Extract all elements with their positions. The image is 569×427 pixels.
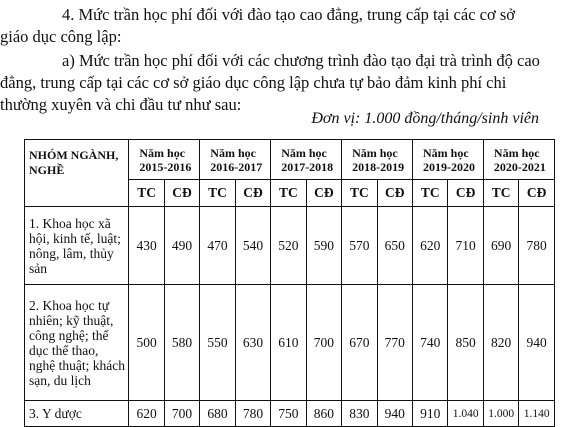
- table-cell: 670: [342, 285, 377, 401]
- table-cell: 1.040: [448, 401, 483, 427]
- table-cell: 850: [448, 285, 483, 401]
- table-cell: 820: [483, 285, 518, 401]
- tc-header: TC: [129, 180, 164, 207]
- table-cell: 490: [164, 207, 199, 285]
- tc-header: TC: [271, 180, 306, 207]
- cd-header: CĐ: [377, 180, 412, 207]
- paragraph-line: giáo dục công lập:: [0, 27, 122, 46]
- cd-header: CĐ: [306, 180, 341, 207]
- row-label: 1. Khoa học xã hội, kinh tế, luật; nông, lâm, thủy sản: [25, 207, 129, 285]
- cd-header: CĐ: [235, 180, 270, 207]
- row-label: 3. Y dược: [25, 401, 129, 427]
- table-cell: 770: [377, 285, 412, 401]
- table-cell: 550: [200, 285, 235, 401]
- table-cell: 740: [413, 285, 448, 401]
- table-cell: 940: [377, 401, 412, 427]
- table-cell: 630: [235, 285, 270, 401]
- year-header: Năm học 2020-2021: [483, 140, 554, 180]
- table-cell: 590: [306, 207, 341, 285]
- paragraph-item-a: [0, 50, 560, 116]
- table-cell: 620: [129, 401, 164, 427]
- group-header: NHÓM NGÀNH, NGHỀ: [25, 140, 129, 207]
- paragraph-line: a) Mức trần học phí đối với các chương trình đào tạo đại trà trình độ cao: [62, 51, 540, 70]
- year-header: Năm học 2017-2018: [271, 140, 342, 180]
- year-header: Năm học 2015-2016: [129, 140, 200, 180]
- cd-header: CĐ: [519, 180, 555, 207]
- tuition-table: [24, 139, 555, 427]
- table-cell: 540: [235, 207, 270, 285]
- table-cell: 830: [342, 401, 377, 427]
- tc-header: TC: [200, 180, 235, 207]
- table-row: [25, 207, 555, 285]
- table-cell: 470: [200, 207, 235, 285]
- table-cell: 910: [413, 401, 448, 427]
- table-cell: 650: [377, 207, 412, 285]
- cd-header: CĐ: [448, 180, 483, 207]
- table-cell: 710: [448, 207, 483, 285]
- year-header: Năm học 2016-2017: [200, 140, 271, 180]
- table-cell: 860: [306, 401, 341, 427]
- table-cell: 1.140: [519, 401, 555, 427]
- year-header: Năm học 2019-2020: [413, 140, 484, 180]
- row-label: 2. Khoa học tự nhiên; kỹ thuật, công nghệ; thể dục thể thao, nghệ thuật; khách sạn, du lịch: [25, 285, 129, 401]
- tc-header: TC: [342, 180, 377, 207]
- table-cell: 750: [271, 401, 306, 427]
- table-cell: 690: [483, 207, 518, 285]
- unit-note: Đơn vị: 1.000 đồng/tháng/sinh viên: [311, 110, 539, 127]
- table-cell: 500: [129, 285, 164, 401]
- table-cell: 700: [306, 285, 341, 401]
- table-cell: 580: [164, 285, 199, 401]
- paragraph-item-4: [0, 4, 560, 48]
- table-cell: 610: [271, 285, 306, 401]
- paragraph-line: thường xuyên và chi đầu tư như sau:: [0, 95, 242, 114]
- table-cell: 780: [519, 207, 555, 285]
- cd-header: CĐ: [164, 180, 199, 207]
- year-header: Năm học 2018-2019: [342, 140, 413, 180]
- table-cell: 570: [342, 207, 377, 285]
- table-cell: 680: [200, 401, 235, 427]
- table-cell: 1.000: [483, 401, 518, 427]
- table-cell: 620: [413, 207, 448, 285]
- paragraph-line: đẳng, trung cấp tại các cơ sở giáo dục công lập chưa tự bảo đảm kinh phí chi: [0, 73, 507, 92]
- table-cell: 520: [271, 207, 306, 285]
- table-row: [25, 285, 555, 401]
- table-cell: 940: [519, 285, 555, 401]
- table-row: [25, 401, 555, 427]
- paragraph-line: 4. Mức trần học phí đối với đào tạo cao đẳng, trung cấp tại các cơ sở: [62, 5, 515, 24]
- tc-header: TC: [483, 180, 518, 207]
- tc-header: TC: [413, 180, 448, 207]
- table-cell: 700: [164, 401, 199, 427]
- table-cell: 780: [235, 401, 270, 427]
- year-header-row: [25, 140, 555, 180]
- table-cell: 430: [129, 207, 164, 285]
